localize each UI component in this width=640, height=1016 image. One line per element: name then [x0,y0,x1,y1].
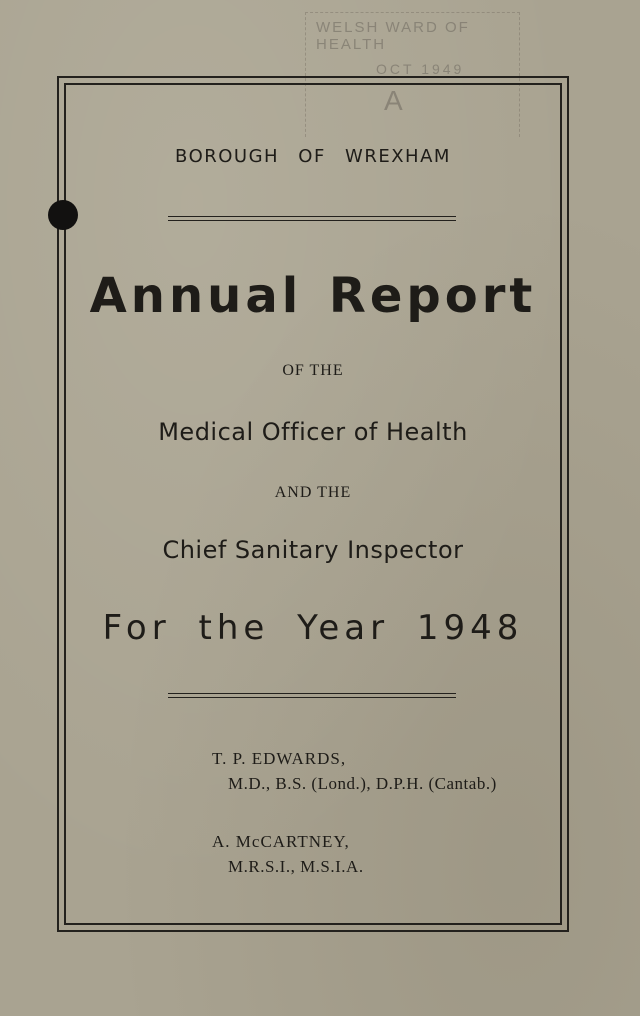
stamp-line-3: A [384,85,405,116]
inner-frame-border [64,83,562,925]
medical-officer-line: Medical Officer of Health [158,418,468,446]
borough-heading: BOROUGH OF WREXHAM [175,146,451,167]
punch-hole [48,200,78,230]
stamp-line-2: OCT 1949 [376,61,465,77]
author-2-name: A. McCARTNEY, [212,832,350,851]
stamp-line-1: WELSH WARD OF HEALTH [316,19,470,53]
author-1-name: T. P. EDWARDS, [212,749,347,768]
report-title: Annual Report [89,268,537,324]
author-2-qualifications: M.R.S.I., M.S.I.A. [228,857,364,876]
bottom-double-rule [168,693,456,698]
sanitary-inspector-line: Chief Sanitary Inspector [162,536,464,564]
of-the-label: OF THE [282,362,344,379]
and-the-label: AND THE [274,484,352,501]
top-double-rule [168,216,456,221]
report-year: For the Year 1948 [102,608,524,648]
author-1-qualifications: M.D., B.S. (Lond.), D.P.H. (Cantab.) [228,774,497,793]
